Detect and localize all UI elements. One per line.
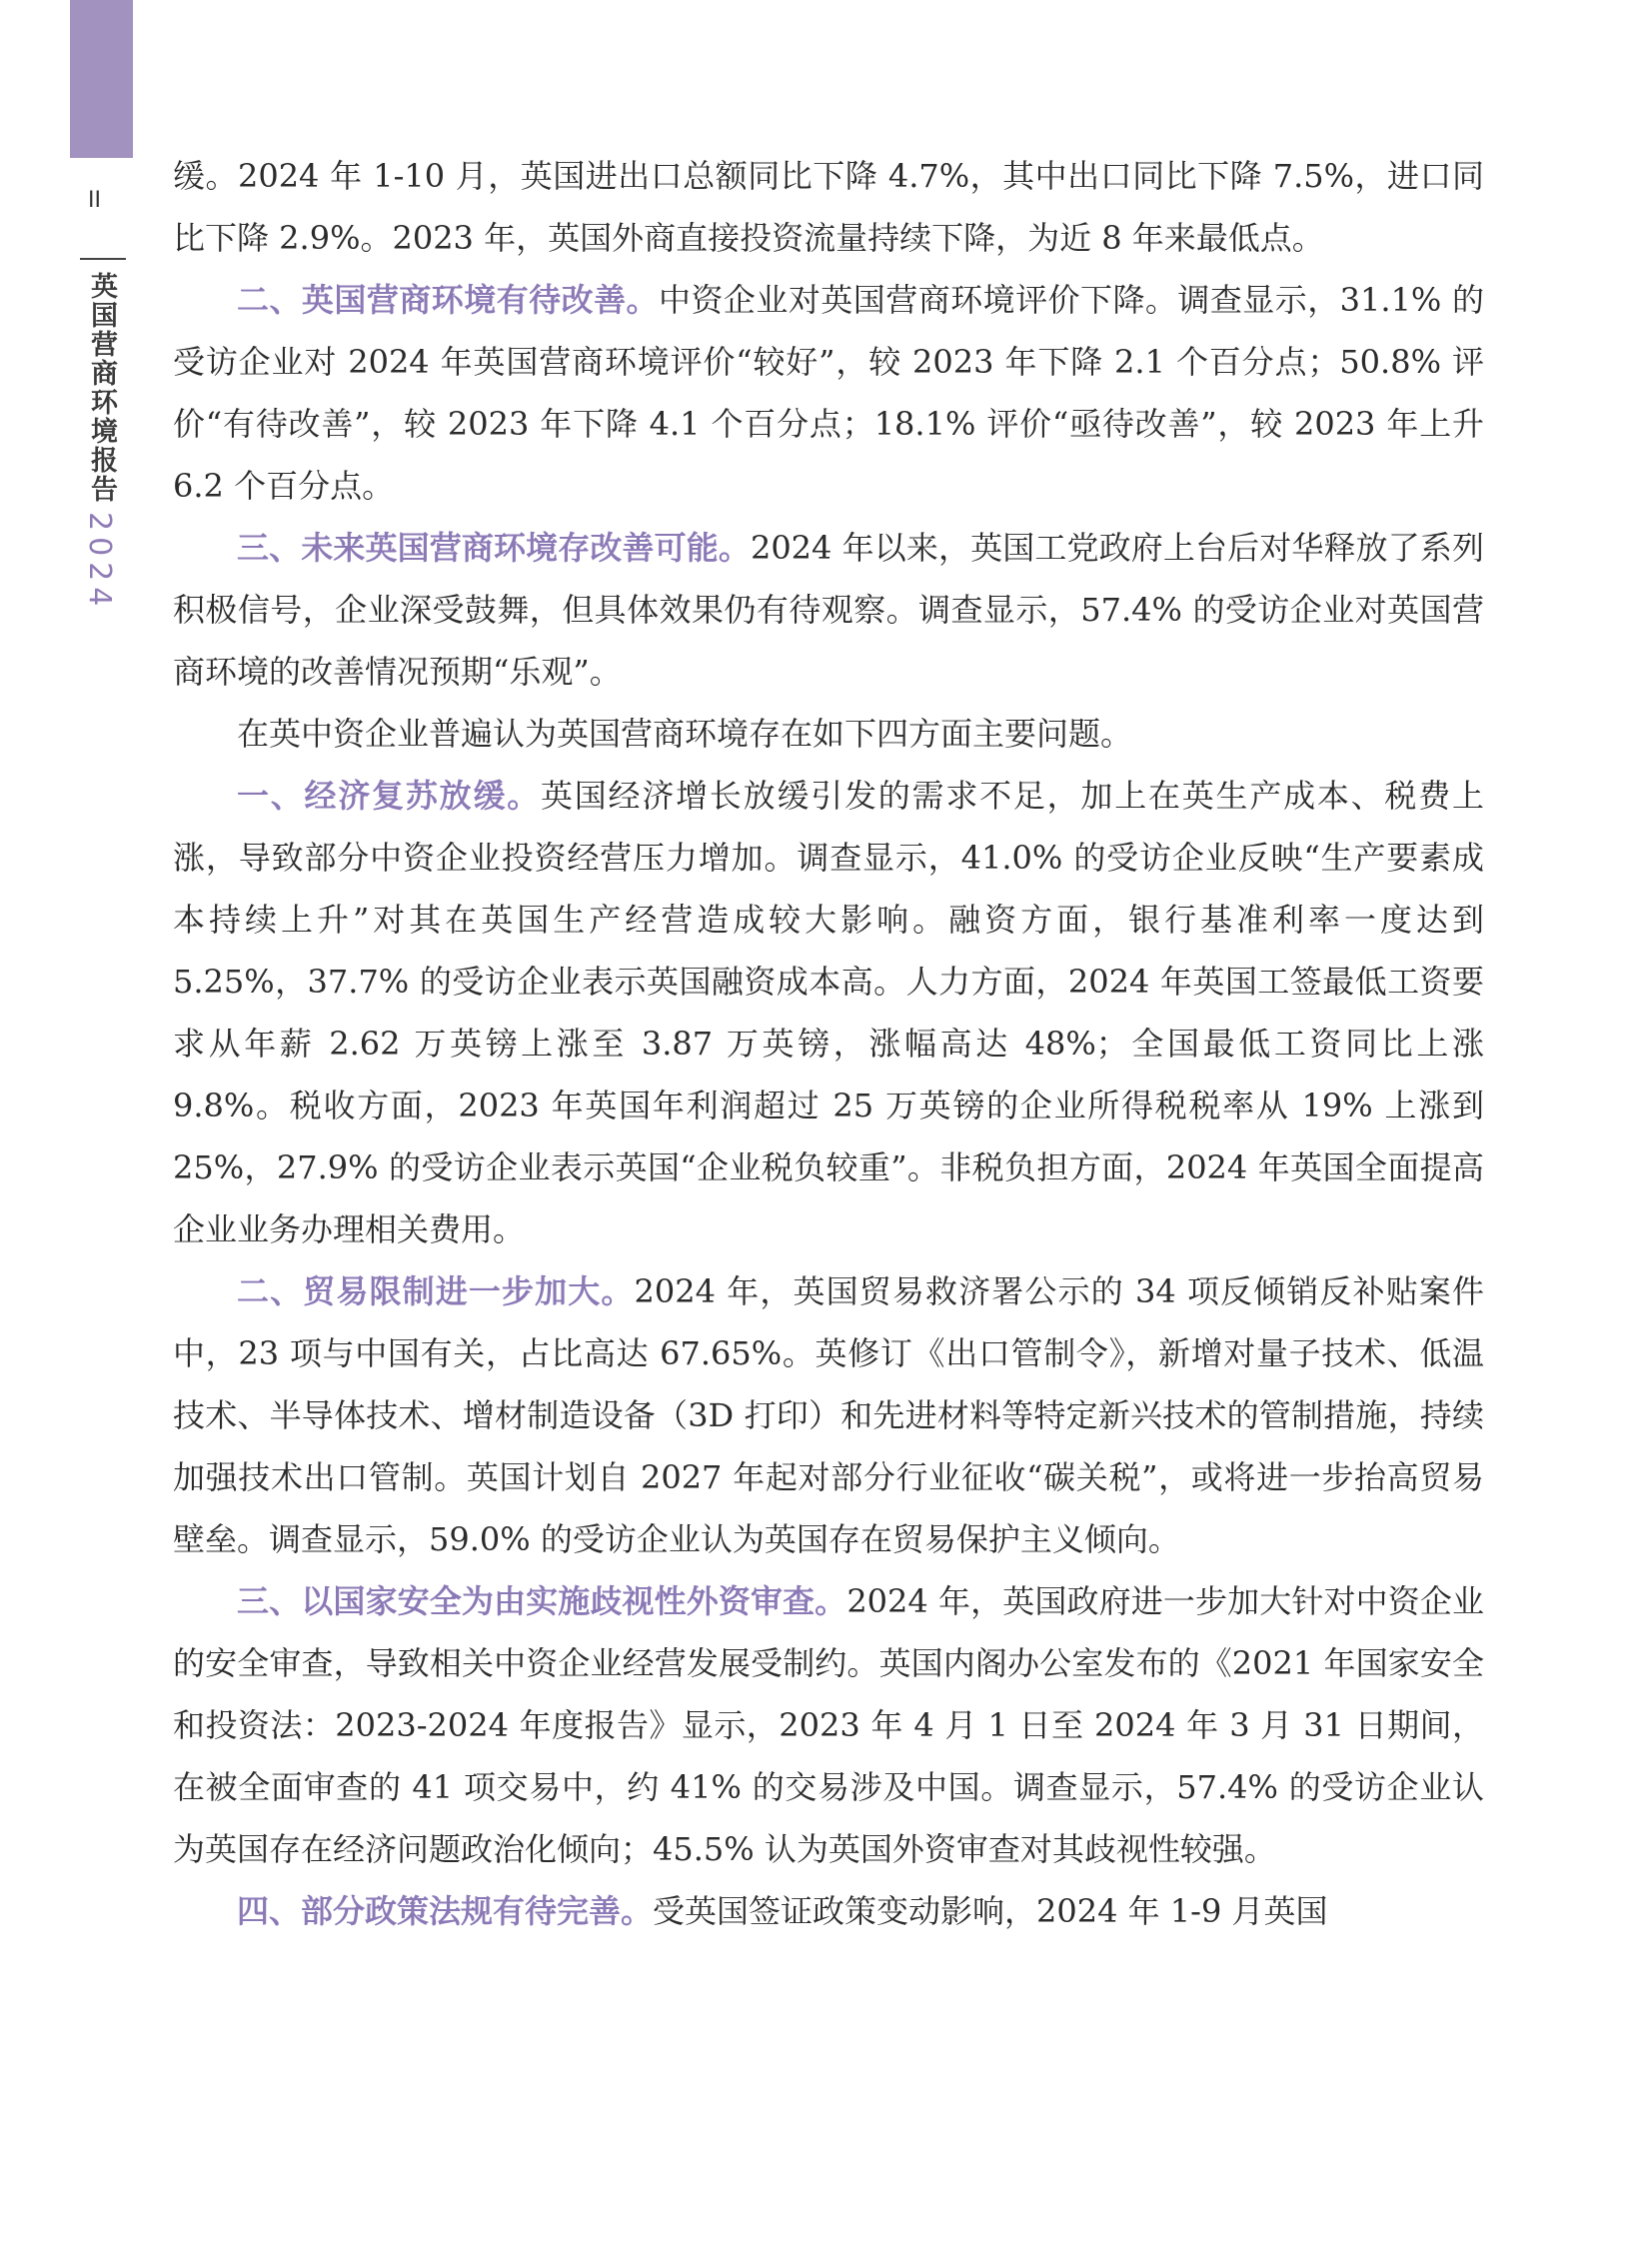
paragraph [173,703,1484,765]
body-text [173,145,1484,1942]
paragraph-continued [173,145,1484,269]
paragraph-text: 中资企业对英国营商环境评价下降。调查显示，31.1% 的受访企业对 2024 年英国营商环境评价“较好”，较 2023 年下降 2.1 个百分点；50.8% 评价“有待改善”，较 2023 年下降 4.1 个百分点；18.1% 评价“亟待改善”，较 2023 年上升 6.2 个百分点。 [173,281,1484,505]
paragraph [173,1880,1484,1942]
section-heading: 一、经济复苏放缓。 [237,777,541,815]
section-heading: 三、以国家安全为由实施歧视性外资审查。 [237,1582,847,1620]
section-heading: 二、英国营商环境有待改善。 [237,281,659,319]
paragraph-text: 缓。2024 年 1-10 月，英国进出口总额同比下降 4.7%，其中出口同比下降 7.5%，进口同比下降 2.9%。2023 年，英国外商直接投资流量持续下降，为近 8 年来最低点。 [173,157,1484,257]
paragraph-text: 2024 年，英国贸易救济署公示的 34 项反倾销反补贴案件中，23 项与中国有关，占比高达 67.65%。英修订《出口管制令》，新增对量子技术、低温技术、半导体技术、增材制造设备（3D 打印）和先进材料等特定新兴技术的管制措施，持续加强技术出口管制。英国计划自 2027 年起对部分行业征收“碳关税”，或将进一步抬高贸易壁垒。调查显示，59.0% 的受访企业认为英国存在贸易保护主义倾向。 [173,1272,1484,1558]
page-number: II [88,188,101,213]
paragraph-text: 2024 年，英国政府进一步加大针对中资企业的安全审查，导致相关中资企业经营发展受制约。英国内阁办公室发布的《2021 年国家安全和投资法：2023-2024 年度报告》显示，2023 年 4 月 1 日至 2024 年 3 月 31 日期间，在被全面审查的 41 项交易中，约 41% 的交易涉及中国。调查显示，57.4% 的受访企业认为英国存在经济问题政治化倾向；45.5% 认为英国外资审查对其歧视性较强。 [173,1582,1484,1868]
running-title-year: 2024 [82,512,117,613]
sidebar-divider [80,258,126,260]
paragraph-text: 在英中资企业普遍认为英国营商环境存在如下四方面主要问题。 [237,715,1133,753]
paragraph [173,765,1484,1260]
paragraph-text: 英国经济增长放缓引发的需求不足，加上在英生产成本、税费上涨，导致部分中资企业投资经营压力增加。调查显示，41.0% 的受访企业反映“生产要素成本持续上升”对其在英国生产经营造成较大影响。融资方面，银行基准利率一度达到 5.25%，37.7% 的受访企业表示英国融资成本高。人力方面，2024 年英国工签最低工资要求从年薪 2.62 万英镑上涨至 3.87 万英镑，涨幅高达 48%；全国最低工资同比上涨 9.8%。税收方面，2023 年英国年利润超过 25 万英镑的企业所得税税率从 19% 上涨到 25%，27.9% 的受访企业表示英国“企业税负较重”。非税负担方面，2024 年英国全面提高企业业务办理相关费用。 [173,777,1484,1248]
paragraph [173,269,1484,517]
paragraph [173,1260,1484,1570]
paragraph-text: 2024 年以来，英国工党政府上台后对华释放了系列积极信号，企业深受鼓舞，但具体效果仍有待观察。调查显示，57.4% 的受访企业对英国营商环境的改善情况预期“乐观”。 [173,529,1484,691]
paragraph [173,1570,1484,1880]
section-heading: 二、贸易限制进一步加大。 [237,1272,635,1310]
running-title: 英国营商环境报告 [86,272,117,504]
section-heading: 三、未来英国营商环境存改善可能。 [237,529,751,567]
side-color-tab [70,0,133,158]
paragraph-text: 受英国签证政策变动影响，2024 年 1-9 月英国 [653,1892,1328,1930]
section-heading: 四、部分政策法规有待完善。 [237,1892,654,1930]
paragraph [173,517,1484,703]
